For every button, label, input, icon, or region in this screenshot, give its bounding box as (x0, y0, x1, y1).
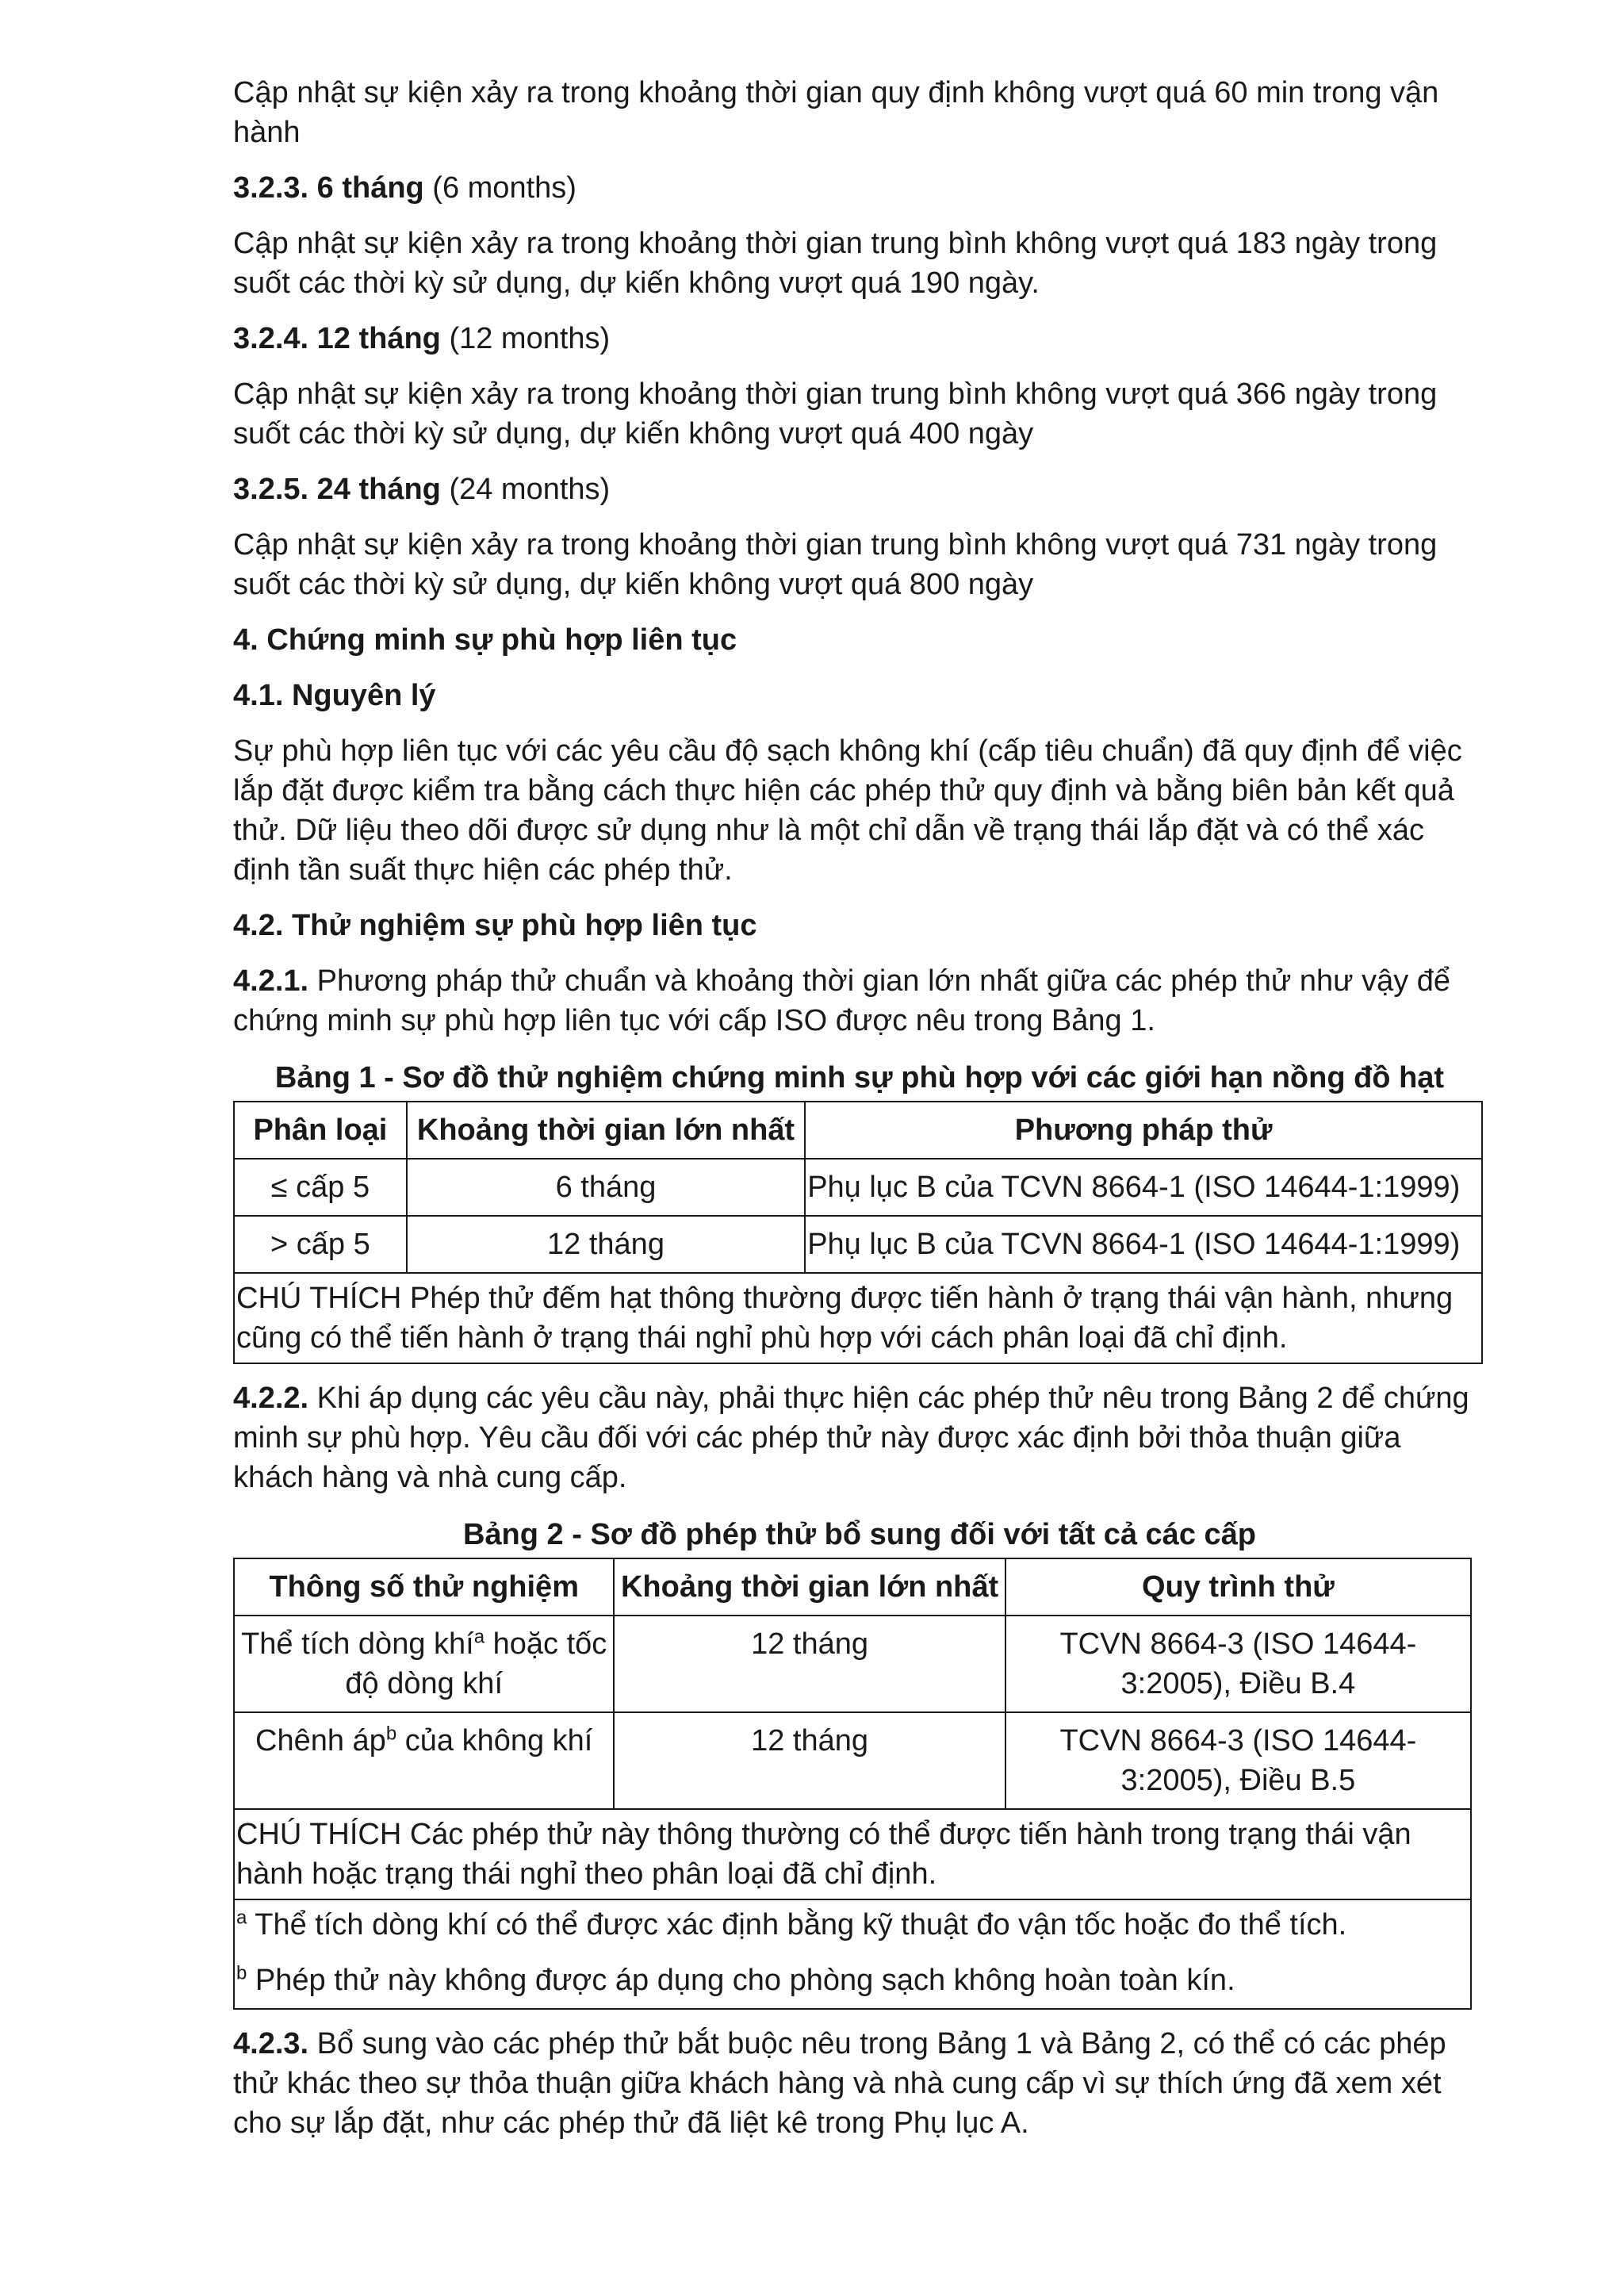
column-header: Quy trình thử (1005, 1558, 1471, 1616)
clause-text: Phương pháp thử chuẩn và khoảng thời gian lớn nhất giữa các phép thử như vậy để chứng minh sự phù hợp liên tục với cấp ISO được nêu trong Bảng 1. (233, 964, 1451, 1037)
table-header-row (234, 1558, 1471, 1616)
table-cell: 12 tháng (407, 1216, 805, 1273)
table-header-row (234, 1102, 1482, 1159)
table-note: CHÚ THÍCH Phép thử đếm hạt thông thường được tiến hành ở trạng thái vận hành, nhưng cũng có thể tiến hành ở trạng thái nghỉ phù hợp với cách phân loại đã chỉ định. (234, 1273, 1482, 1363)
column-header: Thông số thử nghiệm (234, 1558, 614, 1616)
table-cell (234, 1616, 614, 1712)
table-row (234, 1712, 1471, 1809)
paragraph-3-2-5: Cập nhật sự kiện xảy ra trong khoảng thời gian trung bình không vượt quá 731 ngày trong suốt các thời kỳ sử dụng, dự kiến không vượt quá 800 ngày (233, 528, 1438, 601)
table-cell: ≤ cấp 5 (234, 1159, 407, 1216)
table-cell: Phụ lục B của TCVN 8664-1 (ISO 14644-1:1999) (805, 1159, 1482, 1216)
table-row (234, 1159, 1482, 1216)
table-2-caption: Bảng 2 - Sơ đồ phép thử bổ sung đối với tất cả các cấp (462, 1518, 1256, 1551)
footnote-a (236, 1905, 1469, 1945)
clause-number: 4.2.1. (233, 964, 309, 998)
table-footnotes (234, 1899, 1471, 2009)
heading-4-text: 4. Chứng minh sự phù hợp liên tục (233, 623, 737, 657)
footnote-marker: b (236, 1962, 247, 1984)
paragraph-4-2-2 (233, 1378, 1486, 1497)
heading-4-2 (233, 906, 1486, 945)
clause-text: Khi áp dụng các yêu cầu này, phải thực hiện các phép thử nêu trong Bảng 2 để chứng minh sự phù hợp. Yêu cầu đối với các phép thử này được xác định bởi thỏa thuận giữa khách hàng và nhà cung cấp. (233, 1382, 1469, 1494)
table-cell (234, 1712, 614, 1809)
footnote-marker: b (385, 1723, 397, 1745)
table-1 (233, 1101, 1483, 1364)
table-cell: TCVN 8664-3 (ISO 14644-3:2005), Điều B.4 (1005, 1616, 1471, 1712)
column-header: Khoảng thời gian lớn nhất (614, 1558, 1005, 1616)
heading-3-2-5 (233, 470, 1486, 509)
paragraph-4-2-3 (233, 2024, 1486, 2143)
heading-subtitle: (24 months) (440, 473, 611, 506)
table-row (234, 1616, 1471, 1712)
heading-number: 3.2.4. 12 tháng (233, 322, 441, 355)
column-header: Phân loại (234, 1102, 407, 1159)
table-cell: 12 tháng (614, 1712, 1005, 1809)
heading-number: 3.2.5. 24 tháng (233, 473, 441, 506)
table-note-row (234, 1273, 1482, 1363)
table-cell: > cấp 5 (234, 1216, 407, 1273)
cell-text: Chênh áp (255, 1724, 386, 1757)
heading-4-1 (233, 676, 1486, 715)
table-cell: 12 tháng (614, 1616, 1005, 1712)
intro-paragraph: Cập nhật sự kiện xảy ra trong khoảng thời gian quy định không vượt quá 60 min trong vận hành (233, 76, 1439, 149)
paragraph-4-1: Sự phù hợp liên tục với các yêu cầu độ sạch không khí (cấp tiêu chuẩn) đã quy định để việc lắp đặt được kiểm tra bằng cách thực hiện các phép thử quy định và bằng biên bản kết quả thử. Dữ liệu theo dõi được sử dụng như là một chỉ dẫn về trạng thái lắp đặt và có thể xác định tần suất thực hiện các phép thử. (233, 734, 1462, 887)
footnote-b (236, 1961, 1469, 2000)
column-header: Khoảng thời gian lớn nhất (407, 1102, 805, 1159)
cell-text: hoặc tốc độ dòng khí (345, 1627, 607, 1700)
column-header: Phương pháp thử (805, 1102, 1482, 1159)
heading-4-2-text: 4.2. Thử nghiệm sự phù hợp liên tục (233, 909, 757, 942)
footnote-marker: a (473, 1626, 485, 1648)
footnote-text: Phép thử này không được áp dụng cho phòng sạch không hoàn toàn kín. (247, 1964, 1235, 1997)
table-1-caption: Bảng 1 - Sơ đồ thử nghiệm chứng minh sự phù hợp với các giới hạn nồng đồ hạt (274, 1061, 1445, 1094)
heading-number: 3.2.3. 6 tháng (233, 171, 424, 205)
document-page (233, 73, 1486, 2159)
cell-text: Thể tích dòng khí (241, 1627, 474, 1661)
table-cell: TCVN 8664-3 (ISO 14644-3:2005), Điều B.5 (1005, 1712, 1471, 1809)
clause-number: 4.2.3. (233, 2027, 309, 2060)
table-cell: 6 tháng (407, 1159, 805, 1216)
heading-subtitle: (12 months) (440, 322, 611, 355)
clause-text: Bổ sung vào các phép thử bắt buộc nêu trong Bảng 1 và Bảng 2, có thể có các phép thử khác theo sự thỏa thuận giữa khách hàng và nhà cung cấp vì sự thích ứng đã xem xét cho sự lắp đặt, như các phép thử đã liệt kê trong Phụ lục A. (233, 2027, 1446, 2140)
footnote-marker: a (236, 1907, 247, 1929)
heading-3-2-3 (233, 168, 1486, 208)
table-note-row (234, 1809, 1471, 1899)
cell-text: của không khí (396, 1724, 593, 1757)
table-footnote-row (234, 1899, 1471, 2009)
heading-4 (233, 620, 1486, 660)
heading-4-1-text: 4.1. Nguyên lý (233, 679, 436, 712)
table-row (234, 1216, 1482, 1273)
heading-subtitle: (6 months) (423, 171, 576, 205)
footnote-text: Thể tích dòng khí có thể được xác định bằng kỹ thuật đo vận tốc hoặc đo thể tích. (247, 1908, 1347, 1941)
paragraph-4-2-1 (233, 961, 1486, 1041)
table-cell: Phụ lục B của TCVN 8664-1 (ISO 14644-1:1999) (805, 1216, 1482, 1273)
table-2 (233, 1558, 1472, 2010)
table-note: CHÚ THÍCH Các phép thử này thông thường có thể được tiến hành trong trạng thái vận hành hoặc trạng thái nghỉ theo phân loại đã chỉ định. (234, 1809, 1471, 1899)
paragraph-3-2-4: Cập nhật sự kiện xảy ra trong khoảng thời gian trung bình không vượt quá 366 ngày trong suốt các thời kỳ sử dụng, dự kiến không vượt quá 400 ngày (233, 378, 1438, 450)
paragraph-3-2-3: Cập nhật sự kiện xảy ra trong khoảng thời gian trung bình không vượt quá 183 ngày trong suốt các thời kỳ sử dụng, dự kiến không vượt quá 190 ngày. (233, 227, 1438, 300)
clause-number: 4.2.2. (233, 1382, 309, 1415)
heading-3-2-4 (233, 319, 1486, 358)
